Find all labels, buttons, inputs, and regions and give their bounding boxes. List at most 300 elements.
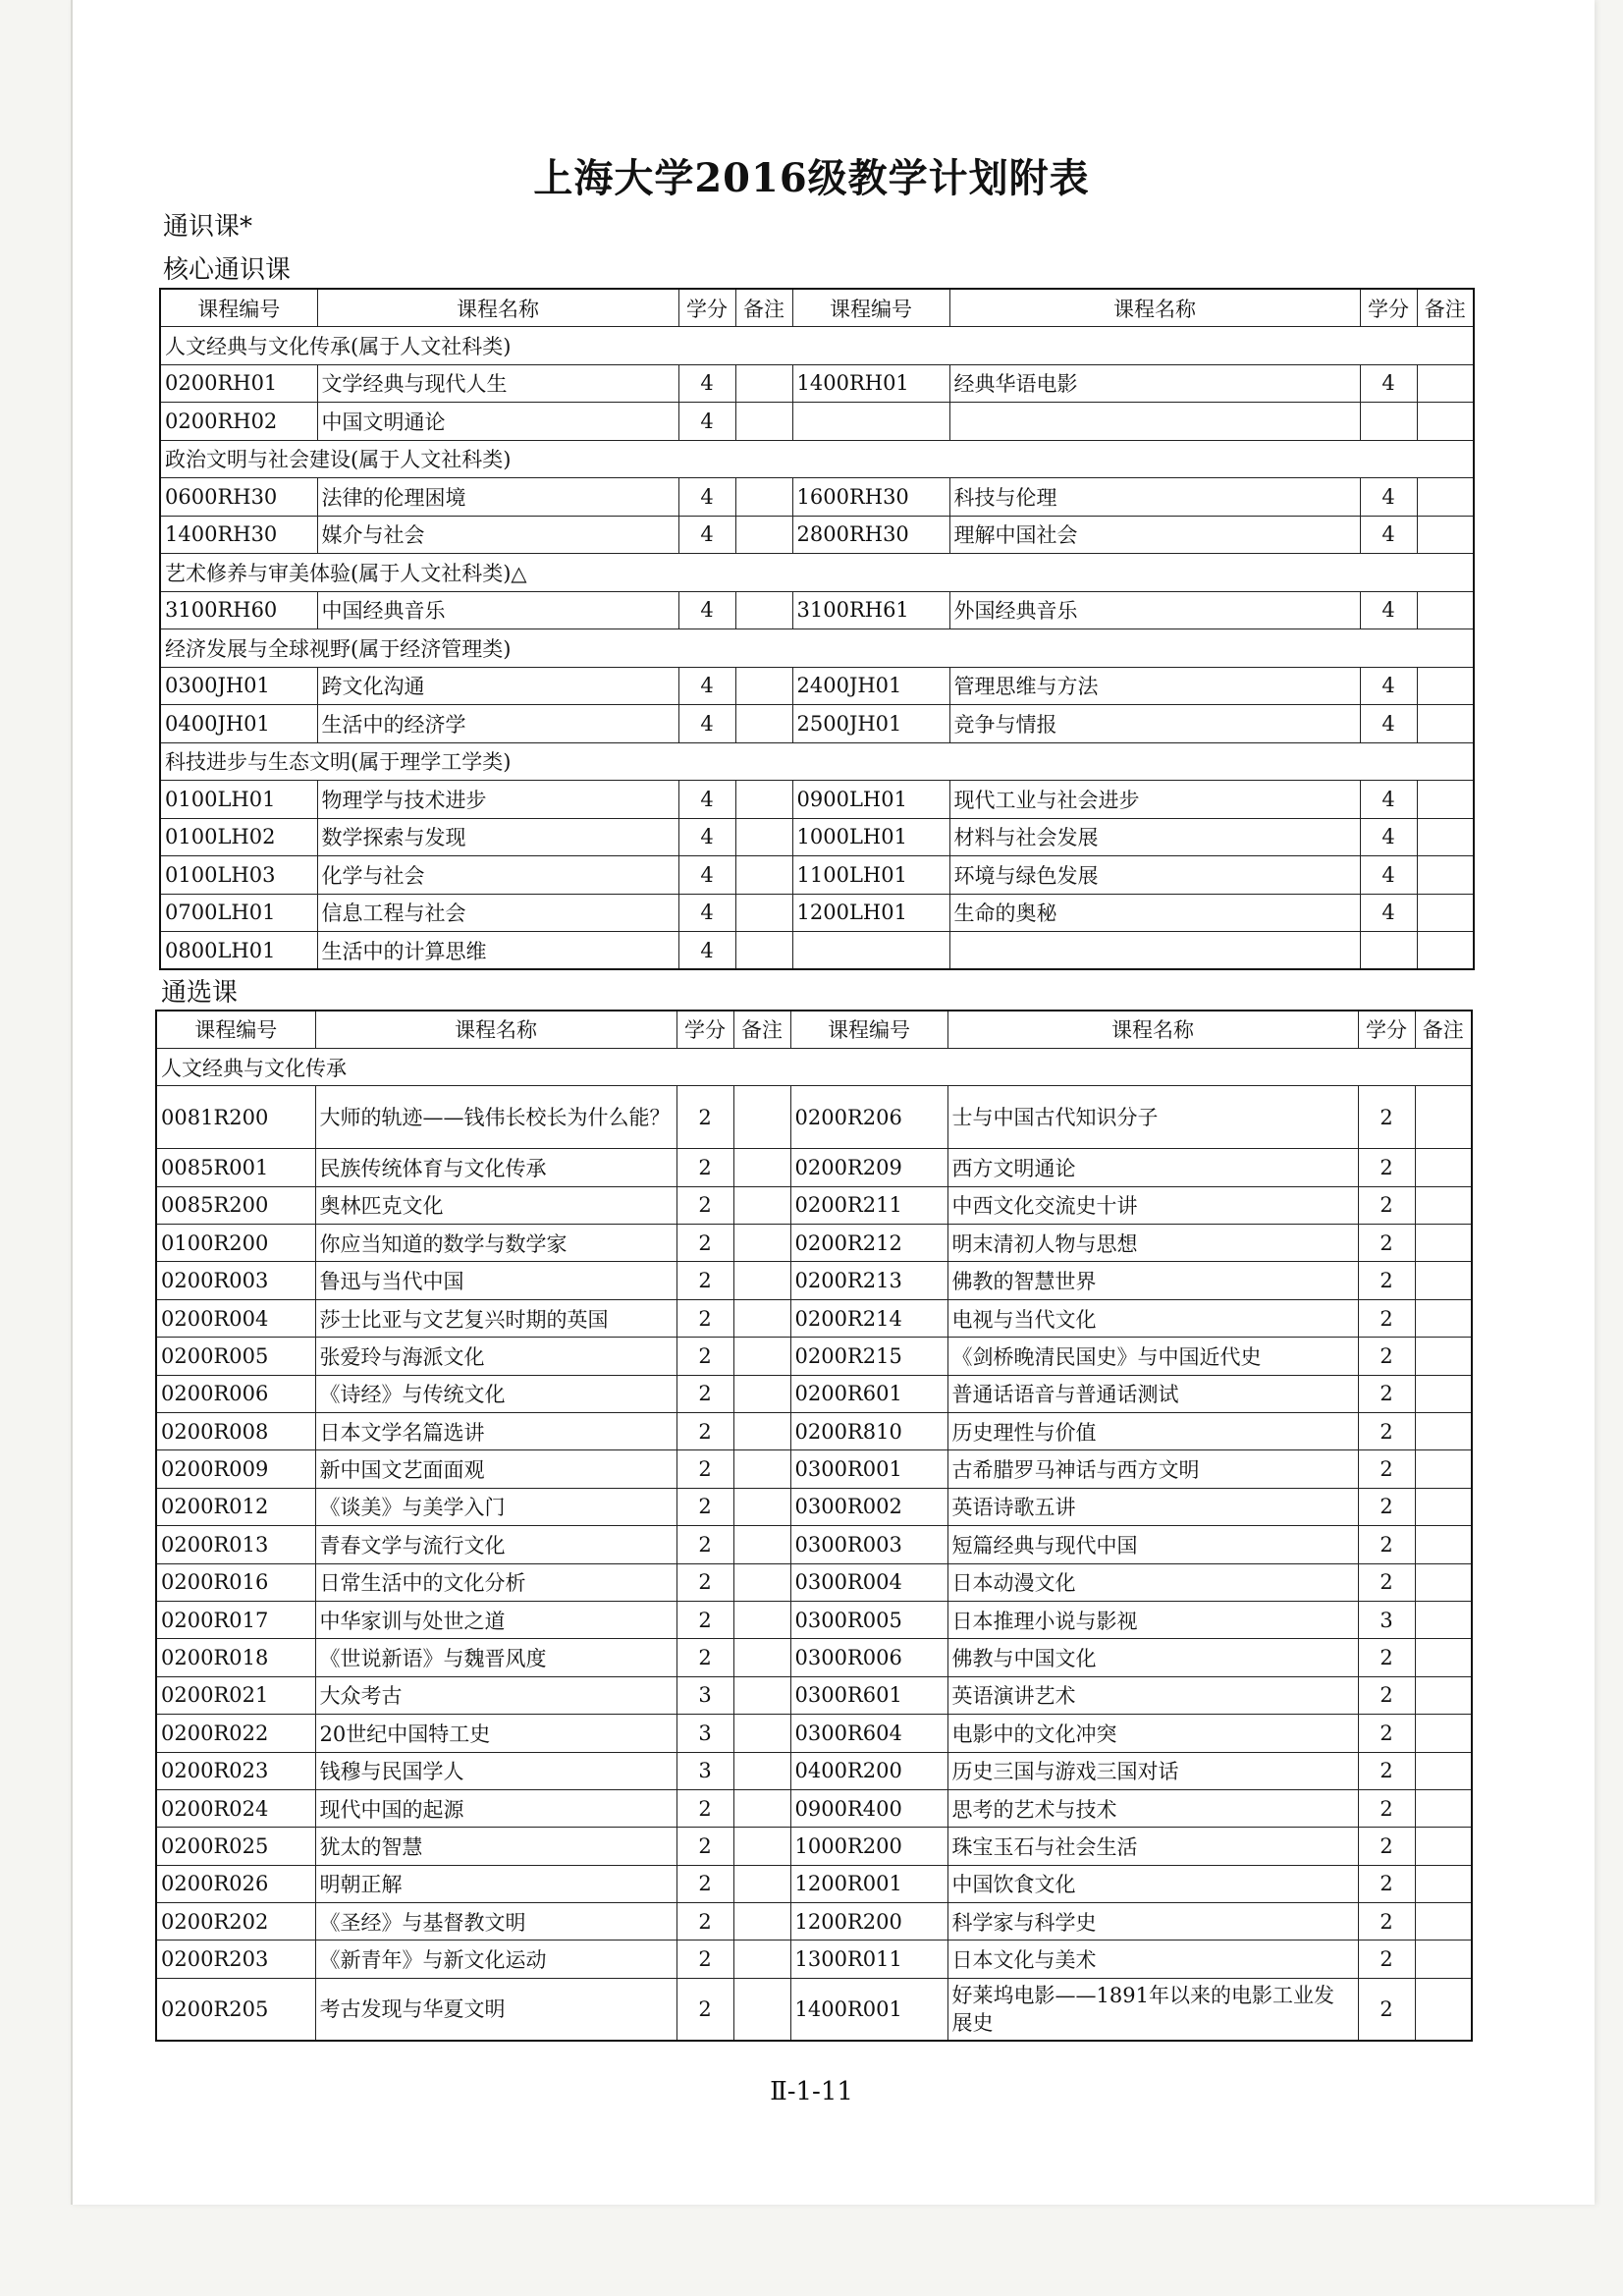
table-row — [156, 1488, 1472, 1525]
remark — [733, 1752, 790, 1789]
course-code: 0300R604 — [790, 1715, 947, 1752]
credit: 2 — [1358, 1450, 1415, 1488]
remark — [735, 478, 792, 517]
course-name: 中西文化交流史十讲 — [947, 1186, 1358, 1224]
credit: 4 — [1360, 591, 1417, 629]
remark — [1415, 1639, 1472, 1676]
course-code: 2800RH30 — [792, 516, 949, 554]
course-code: 0200R203 — [156, 1941, 315, 1978]
table-row — [156, 1149, 1472, 1186]
course-code: 0600RH30 — [160, 478, 317, 517]
remark — [1415, 1526, 1472, 1563]
credit: 4 — [1360, 894, 1417, 932]
course-name: 西方文明通论 — [947, 1149, 1358, 1186]
credit: 2 — [1358, 1752, 1415, 1789]
course-name: 竞争与情报 — [949, 705, 1360, 743]
course-name: 民族传统体育与文化传承 — [315, 1149, 676, 1186]
credit: 2 — [676, 1639, 733, 1676]
credit: 2 — [1358, 1186, 1415, 1224]
credit: 4 — [678, 364, 735, 403]
course-code: 0085R001 — [156, 1149, 315, 1186]
credit: 2 — [1358, 1715, 1415, 1752]
course-name: 生活中的计算思维 — [317, 932, 678, 970]
course-code: 0200R012 — [156, 1488, 315, 1525]
course-code: 0400JH01 — [160, 705, 317, 743]
credit: 2 — [1358, 1526, 1415, 1563]
course-code: 1400RH30 — [160, 516, 317, 554]
table-row — [160, 818, 1474, 856]
credit: 2 — [676, 1488, 733, 1525]
credit: 2 — [676, 1601, 733, 1638]
course-code: 0300R003 — [790, 1526, 947, 1563]
remark — [1417, 591, 1474, 629]
course-code: 0081R200 — [156, 1086, 315, 1149]
credit: 2 — [1358, 1338, 1415, 1375]
course-name: 日常生活中的文化分析 — [315, 1563, 676, 1601]
core-course-table — [159, 288, 1475, 970]
course-code: 1300R011 — [790, 1941, 947, 1978]
table-row — [156, 1413, 1472, 1450]
course-code: 0200R003 — [156, 1262, 315, 1299]
column-header: 课程名称 — [947, 1011, 1358, 1048]
course-name: 电视与当代文化 — [947, 1299, 1358, 1337]
course-name: 信息工程与社会 — [317, 894, 678, 932]
remark — [1415, 1865, 1472, 1902]
elective-course-table — [155, 1010, 1473, 2042]
category-label: 政治文明与社会建设(属于人文社科类) — [160, 440, 1474, 478]
column-header: 课程编号 — [790, 1011, 947, 1048]
course-name — [949, 403, 1360, 441]
remark — [1415, 1149, 1472, 1186]
course-name: 《圣经》与基督教文明 — [315, 1903, 676, 1941]
remark — [1415, 1186, 1472, 1224]
course-code — [792, 932, 949, 970]
credit — [1360, 932, 1417, 970]
course-name: 英语演讲艺术 — [947, 1676, 1358, 1714]
credit: 2 — [676, 1903, 733, 1941]
remark — [735, 705, 792, 743]
course-code: 0200R215 — [790, 1338, 947, 1375]
course-code: 0200R213 — [790, 1262, 947, 1299]
course-name: 佛教与中国文化 — [947, 1639, 1358, 1676]
course-name: 数学探索与发现 — [317, 818, 678, 856]
course-name: 鲁迅与当代中国 — [315, 1262, 676, 1299]
remark — [733, 1639, 790, 1676]
credit: 2 — [1358, 1488, 1415, 1525]
credit: 2 — [676, 1086, 733, 1149]
course-name: 中华家训与处世之道 — [315, 1601, 676, 1638]
remark — [1417, 478, 1474, 517]
course-name: 钱穆与民国学人 — [315, 1752, 676, 1789]
category-label: 经济发展与全球视野(属于经济管理类) — [160, 629, 1474, 668]
remark — [1415, 1715, 1472, 1752]
credit: 4 — [678, 856, 735, 895]
course-name: 奥林匹克文化 — [315, 1186, 676, 1224]
table-row — [160, 856, 1474, 895]
credit: 3 — [676, 1715, 733, 1752]
column-header: 备注 — [1417, 289, 1474, 327]
course-code: 0200R601 — [790, 1375, 947, 1412]
table-row — [156, 1375, 1472, 1412]
table-row — [156, 1828, 1472, 1865]
table-row — [160, 403, 1474, 441]
table-row — [156, 1903, 1472, 1941]
column-header: 课程编号 — [160, 289, 317, 327]
course-name: 材料与社会发展 — [949, 818, 1360, 856]
remark — [1417, 705, 1474, 743]
table-row — [160, 516, 1474, 554]
credit: 2 — [676, 1828, 733, 1865]
remark — [733, 1338, 790, 1375]
table-row — [156, 1338, 1472, 1375]
remark — [735, 516, 792, 554]
column-header: 备注 — [1415, 1011, 1472, 1048]
course-name: 科学家与科学史 — [947, 1903, 1358, 1941]
remark — [733, 1828, 790, 1865]
credit: 4 — [1360, 667, 1417, 705]
course-code: 0100LH01 — [160, 781, 317, 819]
credit: 4 — [678, 478, 735, 517]
credit: 2 — [1358, 1903, 1415, 1941]
course-name: 《新青年》与新文化运动 — [315, 1941, 676, 1978]
course-name: 新中国文艺面面观 — [315, 1450, 676, 1488]
table-row — [156, 1978, 1472, 2041]
credit: 4 — [1360, 856, 1417, 895]
credit: 4 — [1360, 818, 1417, 856]
credit: 4 — [1360, 364, 1417, 403]
remark — [733, 1186, 790, 1224]
credit: 2 — [676, 1865, 733, 1902]
course-name: 化学与社会 — [317, 856, 678, 895]
column-header: 课程名称 — [317, 289, 678, 327]
credit: 2 — [1358, 1978, 1415, 2041]
remark — [733, 1413, 790, 1450]
credit: 2 — [676, 1299, 733, 1337]
course-name: 生命的奥秘 — [949, 894, 1360, 932]
credit: 2 — [1358, 1676, 1415, 1714]
course-code: 0100LH02 — [160, 818, 317, 856]
course-code: 1400R001 — [790, 1978, 947, 2041]
course-code: 0200R018 — [156, 1639, 315, 1676]
course-code: 0200R009 — [156, 1450, 315, 1488]
course-code: 0200R026 — [156, 1865, 315, 1902]
course-name: 大师的轨迹——钱伟长校长为什么能？ — [315, 1086, 676, 1149]
remark — [733, 1676, 790, 1714]
table-row — [156, 1299, 1472, 1337]
remark — [733, 1978, 790, 2041]
remark — [1417, 403, 1474, 441]
course-name: 犹太的智慧 — [315, 1828, 676, 1865]
course-code: 1000LH01 — [792, 818, 949, 856]
course-name: 管理思维与方法 — [949, 667, 1360, 705]
credit: 2 — [676, 1262, 733, 1299]
course-code: 0200R211 — [790, 1186, 947, 1224]
table-row — [160, 705, 1474, 743]
course-name: 日本文学名篇选讲 — [315, 1413, 676, 1450]
page-title: 上海大学2016级教学计划附表 — [533, 155, 1090, 201]
course-name: 中国经典音乐 — [317, 591, 678, 629]
course-name: 珠宝玉石与社会生活 — [947, 1828, 1358, 1865]
course-name: 你应当知道的数学与数学家 — [315, 1225, 676, 1262]
course-name: 考古发现与华夏文明 — [315, 1978, 676, 2041]
remark — [735, 856, 792, 895]
column-header: 课程编号 — [792, 289, 949, 327]
remark — [1415, 1086, 1472, 1149]
course-code: 0200R212 — [790, 1225, 947, 1262]
course-name: 明朝正解 — [315, 1865, 676, 1902]
course-name — [949, 932, 1360, 970]
table-row — [156, 1563, 1472, 1601]
course-name: 普通话语音与普通话测试 — [947, 1375, 1358, 1412]
course-name: 佛教的智慧世界 — [947, 1262, 1358, 1299]
remark — [735, 932, 792, 970]
remark — [1415, 1225, 1472, 1262]
table-row — [160, 667, 1474, 705]
course-code: 0900LH01 — [792, 781, 949, 819]
table-row — [160, 478, 1474, 517]
course-name: 大众考古 — [315, 1676, 676, 1714]
table-row — [160, 932, 1474, 970]
credit: 4 — [678, 705, 735, 743]
course-name: 青春文学与流行文化 — [315, 1526, 676, 1563]
course-name: 《谈美》与美学入门 — [315, 1488, 676, 1525]
remark — [735, 781, 792, 819]
section-elective-label: 通选课 — [161, 978, 239, 1008]
table-row — [156, 1450, 1472, 1488]
course-name: 中国饮食文化 — [947, 1865, 1358, 1902]
course-name: 理解中国社会 — [949, 516, 1360, 554]
remark — [1415, 1563, 1472, 1601]
remark — [733, 1526, 790, 1563]
course-name: 法律的伦理困境 — [317, 478, 678, 517]
course-code: 0300R006 — [790, 1639, 947, 1676]
course-name: 物理学与技术进步 — [317, 781, 678, 819]
remark — [1415, 1488, 1472, 1525]
remark — [735, 364, 792, 403]
course-code: 0700LH01 — [160, 894, 317, 932]
course-name: 日本推理小说与影视 — [947, 1601, 1358, 1638]
table-row — [156, 1262, 1472, 1299]
remark — [1415, 1752, 1472, 1789]
remark — [733, 1941, 790, 1978]
credit: 2 — [676, 1413, 733, 1450]
credit: 2 — [676, 1149, 733, 1186]
remark — [735, 894, 792, 932]
credit: 2 — [1358, 1413, 1415, 1450]
course-code: 0100LH03 — [160, 856, 317, 895]
course-code: 0300R005 — [790, 1601, 947, 1638]
remark — [733, 1601, 790, 1638]
column-header: 学分 — [676, 1011, 733, 1048]
course-code: 0300JH01 — [160, 667, 317, 705]
remark — [1415, 1601, 1472, 1638]
credit: 4 — [1360, 781, 1417, 819]
course-code: 1000R200 — [790, 1828, 947, 1865]
remark — [733, 1262, 790, 1299]
remark — [733, 1225, 790, 1262]
course-code: 0200RH01 — [160, 364, 317, 403]
course-code: 1100LH01 — [792, 856, 949, 895]
credit: 2 — [1358, 1941, 1415, 1978]
category-label: 人文经典与文化传承(属于人文社科类) — [160, 327, 1474, 365]
course-name: 文学经典与现代人生 — [317, 364, 678, 403]
credit: 2 — [676, 1338, 733, 1375]
credit: 2 — [1358, 1375, 1415, 1412]
credit: 2 — [1358, 1563, 1415, 1601]
remark — [735, 403, 792, 441]
course-code: 0200R008 — [156, 1413, 315, 1450]
course-name: 现代工业与社会进步 — [949, 781, 1360, 819]
course-code: 0300R002 — [790, 1488, 947, 1525]
category-row — [156, 1048, 1472, 1085]
table-row — [156, 1186, 1472, 1224]
table-row — [156, 1601, 1472, 1638]
course-code: 1200R200 — [790, 1903, 947, 1941]
page-number: Ⅱ-1-11 — [770, 2077, 853, 2106]
remark — [1415, 1299, 1472, 1337]
remark — [735, 667, 792, 705]
remark — [733, 1086, 790, 1149]
course-code: 2400JH01 — [792, 667, 949, 705]
course-code: 0200R023 — [156, 1752, 315, 1789]
table-row — [160, 364, 1474, 403]
course-code: 0200R810 — [790, 1413, 947, 1450]
category-row — [160, 327, 1474, 365]
credit: 2 — [1358, 1225, 1415, 1262]
credit: 4 — [1360, 478, 1417, 517]
credit: 3 — [676, 1676, 733, 1714]
remark — [1417, 364, 1474, 403]
remark — [1415, 1413, 1472, 1450]
course-name: 历史理性与价值 — [947, 1413, 1358, 1450]
credit: 2 — [676, 1563, 733, 1601]
table-row — [156, 1752, 1472, 1789]
remark — [1417, 781, 1474, 819]
remark — [1415, 1903, 1472, 1941]
course-code: 0400R200 — [790, 1752, 947, 1789]
credit: 4 — [678, 781, 735, 819]
course-code: 0200R209 — [790, 1149, 947, 1186]
remark — [1417, 516, 1474, 554]
remark — [733, 1149, 790, 1186]
remark — [733, 1865, 790, 1902]
remark — [1417, 818, 1474, 856]
column-header: 学分 — [1360, 289, 1417, 327]
credit: 4 — [678, 591, 735, 629]
course-code: 1600RH30 — [792, 478, 949, 517]
credit: 2 — [1358, 1262, 1415, 1299]
column-header: 备注 — [733, 1011, 790, 1048]
column-header: 课程编号 — [156, 1011, 315, 1048]
credit: 4 — [678, 403, 735, 441]
remark — [1417, 667, 1474, 705]
remark — [733, 1715, 790, 1752]
credit: 3 — [1358, 1601, 1415, 1638]
credit: 2 — [676, 1375, 733, 1412]
table-row — [160, 781, 1474, 819]
remark — [733, 1450, 790, 1488]
remark — [733, 1563, 790, 1601]
credit: 2 — [676, 1225, 733, 1262]
remark — [735, 818, 792, 856]
course-code: 0300R004 — [790, 1563, 947, 1601]
category-label: 艺术修养与审美体验(属于人文社科类)△ — [160, 554, 1474, 592]
credit: 2 — [1358, 1299, 1415, 1337]
table-header-row — [160, 289, 1474, 327]
credit: 2 — [1358, 1865, 1415, 1902]
section-general-label: 通识课* — [163, 212, 253, 242]
credit: 4 — [1360, 705, 1417, 743]
remark — [1415, 1375, 1472, 1412]
credit: 4 — [678, 932, 735, 970]
remark — [1415, 1262, 1472, 1299]
course-name: 思考的艺术与技术 — [947, 1789, 1358, 1827]
remark — [1417, 856, 1474, 895]
remark — [733, 1789, 790, 1827]
remark — [1415, 1676, 1472, 1714]
remark — [1415, 1338, 1472, 1375]
table-header-row — [156, 1011, 1472, 1048]
table-row — [156, 1865, 1472, 1902]
credit: 2 — [1358, 1828, 1415, 1865]
course-name: 经典华语电影 — [949, 364, 1360, 403]
course-name: 环境与绿色发展 — [949, 856, 1360, 895]
remark — [1415, 1978, 1472, 2041]
table-row — [156, 1715, 1472, 1752]
course-name: 英语诗歌五讲 — [947, 1488, 1358, 1525]
course-code: 3100RH61 — [792, 591, 949, 629]
remark — [1415, 1789, 1472, 1827]
column-header: 备注 — [735, 289, 792, 327]
remark — [1415, 1941, 1472, 1978]
course-code: 0200R004 — [156, 1299, 315, 1337]
course-code: 0800LH01 — [160, 932, 317, 970]
course-code: 0200R214 — [790, 1299, 947, 1337]
table-row — [156, 1676, 1472, 1714]
credit: 3 — [676, 1752, 733, 1789]
course-code: 0085R200 — [156, 1186, 315, 1224]
course-name: 20世纪中国特工史 — [315, 1715, 676, 1752]
course-code: 0200R016 — [156, 1563, 315, 1601]
category-row — [160, 629, 1474, 668]
course-code: 0900R400 — [790, 1789, 947, 1827]
credit: 4 — [678, 667, 735, 705]
category-row — [160, 554, 1474, 592]
course-name: 现代中国的起源 — [315, 1789, 676, 1827]
credit: 4 — [678, 516, 735, 554]
course-code: 0200R202 — [156, 1903, 315, 1941]
course-name: 张爱玲与海派文化 — [315, 1338, 676, 1375]
credit: 2 — [676, 1978, 733, 2041]
course-code — [792, 403, 949, 441]
course-name: 《剑桥晚清民国史》与中国近代史 — [947, 1338, 1358, 1375]
table-row — [156, 1789, 1472, 1827]
course-code: 0200R022 — [156, 1715, 315, 1752]
course-code: 1400RH01 — [792, 364, 949, 403]
course-name: 科技与伦理 — [949, 478, 1360, 517]
table-row — [160, 591, 1474, 629]
course-code: 2500JH01 — [792, 705, 949, 743]
remark — [733, 1375, 790, 1412]
credit: 2 — [1358, 1639, 1415, 1676]
table-row — [156, 1086, 1472, 1149]
course-name: 生活中的经济学 — [317, 705, 678, 743]
credit: 2 — [676, 1450, 733, 1488]
course-code: 0200R021 — [156, 1676, 315, 1714]
table-row — [156, 1526, 1472, 1563]
course-name: 日本动漫文化 — [947, 1563, 1358, 1601]
credit: 2 — [1358, 1789, 1415, 1827]
